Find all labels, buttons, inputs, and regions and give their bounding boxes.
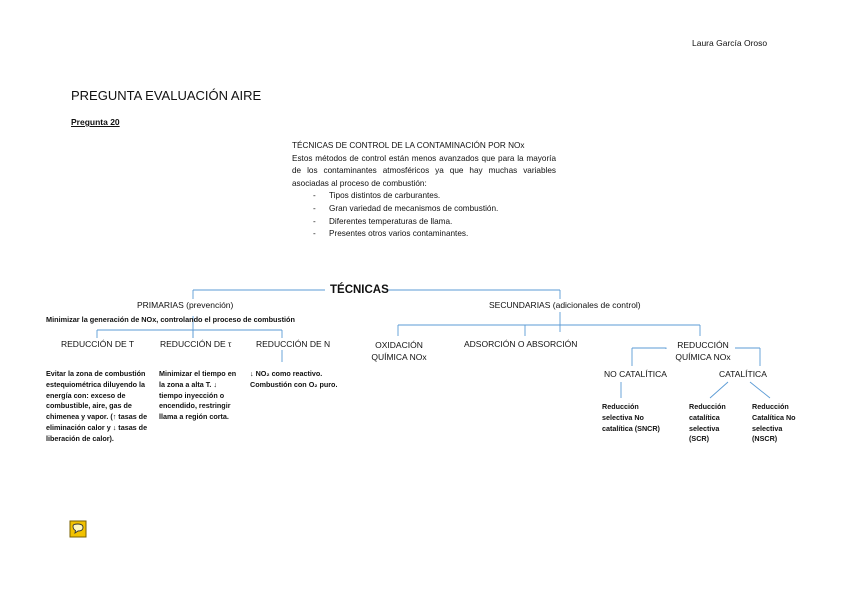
primaria-desc-tau: Minimizar el tiempo en la zona a alta T. ↓ tiempo inyección o encendido, restringir llama a región corta. [159,369,237,422]
primarias-label: PRIMARIAS (prevención) [137,300,234,310]
catalitica-label: CATALÍTICA [719,369,767,379]
comment-icon[interactable] [69,520,85,536]
secundaria-reduccion: REDUCCIÓN QUÍMICA NOx [675,340,731,362]
question-number: Pregunta 20 [71,117,120,127]
tree-root: TÉCNICAS [330,284,389,296]
bullet-item: - Tipos distintos de carburantes. [292,190,556,203]
sncr-desc: Reducción selectiva No catalítica (SNCR) [602,402,660,433]
primaria-label-tau: REDUCCIÓN DE τ [160,339,232,349]
nscr-desc: Reducción Catalítica No selectiva (NSCR) [752,402,796,444]
intro-paragraph: Estos métodos de control están menos avanzados que para la mayoría de los contaminantes atmosféricos ya que hay muchas variables asociadas al proceso de combustión: [292,153,556,188]
author-name: Laura García Oroso [692,38,768,48]
secundaria-oxidacion: OXIDACIÓN QUÍMICA NOx [371,340,427,362]
bullet-item: - Diferentes temperaturas de llama. [292,216,556,229]
secundaria-adsorcion: ADSORCIÓN O ABSORCIÓN [464,339,578,349]
intro-heading: TÉCNICAS DE CONTROL DE LA CONTAMINACIÓN POR NOx [292,141,525,150]
bullet-item: - Gran variedad de mecanismos de combustión. [292,203,556,216]
no-catalitica-label: NO CATALÍTICA [604,369,667,379]
primaria-label-n: REDUCCIÓN DE N [256,339,331,349]
secundarias-label: SECUNDARIAS (adicionales de control) [489,300,641,310]
scr-desc: Reducción catalítica selectiva (SCR) [689,402,726,444]
primaria-label-t: REDUCCIÓN DE T [61,339,135,349]
page-title: PREGUNTA EVALUACIÓN AIRE [71,88,262,103]
primarias-note: Minimizar la generación de NOx, controlando el proceso de combustión [46,315,295,324]
bullet-item: - Presentes otros varios contaminantes. [292,228,556,241]
primaria-desc-n: ↓ NO₂ como reactivo. Combustión con O₂ puro. [250,369,338,389]
primaria-desc-t: Evitar la zona de combustión estequiométrica diluyendo la energía con: exceso de combustible, aire, gas de chimenea y vapor. (↑ tasas de eliminación calor y ↓ tasas de liberación de calor). [46,369,148,443]
